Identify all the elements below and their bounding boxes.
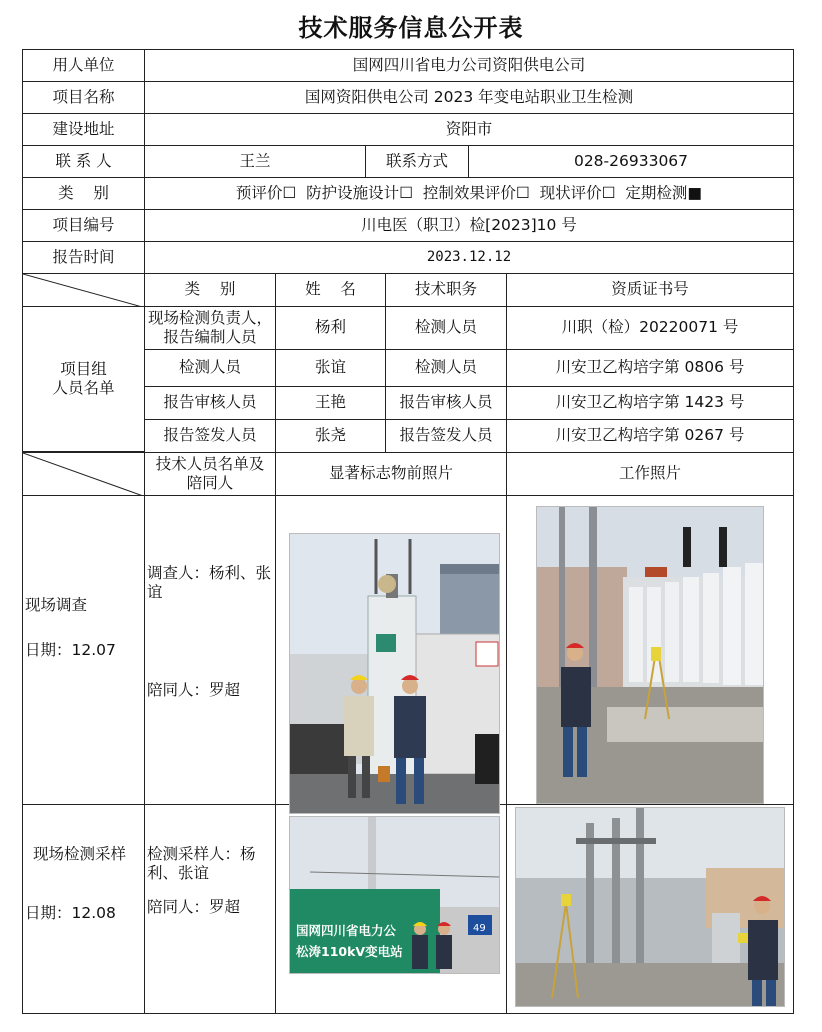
team-header-cert: 资质证书号 (506, 273, 794, 307)
diagonal-line (23, 453, 146, 497)
station-plate-number: 49 (473, 923, 486, 934)
diagonal-line (23, 274, 146, 308)
sampling-label: 现场检测采样 (33, 845, 127, 863)
code-value: 川电医（职卫）检[2023]10 号 (144, 209, 794, 242)
survey-label-cell (22, 495, 145, 805)
team-diagonal-cell (22, 273, 145, 307)
client-label: 用人单位 (22, 49, 145, 82)
team-row-1-title: 检测人员 (385, 349, 507, 387)
team-row-3-name: 张尧 (275, 419, 386, 453)
team-row-0-name: 杨利 (275, 306, 386, 350)
sampling-samplers: 检测采样人：杨利、张谊 (147, 845, 256, 883)
project-value: 国网资阳供电公司 2023 年变电站职业卫生检测 (144, 81, 794, 114)
team-row-2-title: 报告审核人员 (385, 386, 507, 420)
photos-diagonal-cell (22, 452, 145, 496)
team-header-name: 姓 名 (275, 273, 386, 307)
sampling-work-photo (515, 807, 785, 1007)
station-sign-line1: 国网四川省电力公 (296, 923, 397, 938)
survey-investigators: 调查人：杨利、张谊 (147, 564, 272, 602)
sampling-date: 日期：12.08 (25, 904, 116, 923)
phone-value: 028-26933067 (468, 145, 794, 178)
team-row-2-category: 报告审核人员 (144, 386, 276, 420)
survey-companion: 陪同人：罗超 (147, 680, 241, 699)
team-row-1-cert: 川安卫乙构培字第 0806 号 (506, 349, 794, 387)
team-row-2-cert: 川安卫乙构培字第 1423 号 (506, 386, 794, 420)
page-title: 技术服务信息公开表 (298, 13, 524, 42)
project-label: 项目名称 (22, 81, 145, 114)
sampling-work-image (516, 808, 785, 1007)
team-row-1-category: 检测人员 (144, 349, 276, 387)
survey-work-photo (536, 506, 764, 804)
photos-header-staff: 技术人员名单及 陪同人 (144, 452, 276, 496)
category-value: 预评价☐ 防护设施设计☐ 控制效果评价☐ 现状评价☐ 定期检测■ (144, 177, 794, 210)
address-label: 建设地址 (22, 113, 145, 146)
team-row-3-title: 报告签发人员 (385, 419, 507, 453)
survey-date: 日期：12.07 (25, 641, 116, 660)
team-header-title: 技术职务 (385, 273, 507, 307)
photos-header-work: 工作照片 (506, 452, 794, 496)
team-row-0-cert: 川职（检）20220071 号 (506, 306, 794, 350)
contact-value: 王兰 (144, 145, 366, 178)
sampling-landmark-image (290, 817, 500, 974)
team-group-label: 项目组 人员名单 (22, 306, 145, 452)
team-row-3-category: 报告签发人员 (144, 419, 276, 453)
survey-landmark-photo (289, 533, 500, 814)
sampling-companion: 陪同人：罗超 (147, 897, 241, 916)
address-value: 资阳市 (144, 113, 794, 146)
sampling-landmark-photo (289, 816, 500, 974)
survey-work-image (537, 507, 764, 804)
code-label: 项目编号 (22, 209, 145, 242)
date-value: 2023.12.12 (144, 241, 794, 274)
team-row-3-cert: 川安卫乙构培字第 0267 号 (506, 419, 794, 453)
survey-label: 现场调查 (25, 596, 88, 614)
team-row-1-name: 张谊 (275, 349, 386, 387)
sampling-label-cell (22, 804, 145, 1014)
photos-header-landmark: 显著标志物前照片 (275, 452, 507, 496)
date-label: 报告时间 (22, 241, 145, 274)
sampling-staff-cell (144, 804, 276, 1014)
survey-landmark-image (290, 534, 500, 814)
contact-label: 联 系 人 (22, 145, 145, 178)
phone-label: 联系方式 (365, 145, 469, 178)
category-label: 类 别 (22, 177, 145, 210)
team-row-0-category: 现场检测负责人， 报告编制人员 (144, 306, 276, 350)
station-sign-line2: 松涛110kV变电站 (296, 944, 403, 959)
client-value: 国网四川省电力公司资阳供电公司 (144, 49, 794, 82)
survey-staff-cell (144, 495, 276, 805)
team-row-0-title: 检测人员 (385, 306, 507, 350)
team-row-2-name: 王艳 (275, 386, 386, 420)
team-header-category: 类 别 (144, 273, 276, 307)
